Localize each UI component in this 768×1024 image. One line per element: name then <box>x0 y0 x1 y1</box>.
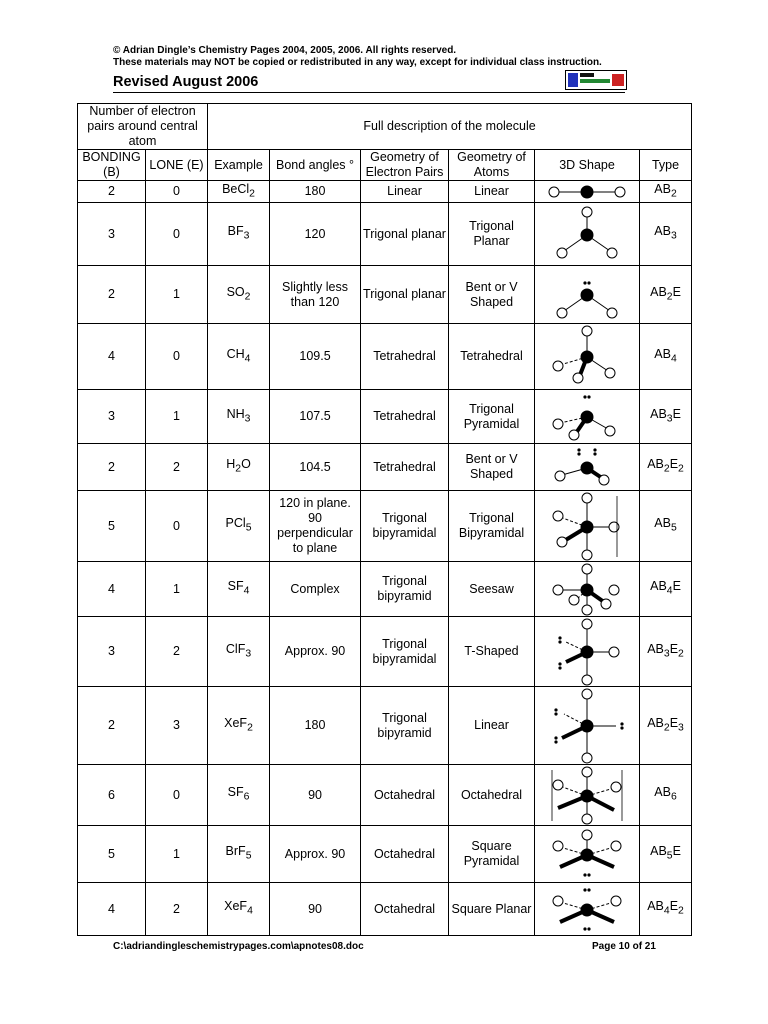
molecular-geometry: Square Pyramidal <box>449 826 535 883</box>
bonding-count: 3 <box>78 617 146 687</box>
lone-header: LONE (E) <box>146 150 208 181</box>
example-formula: $CH_4$ <box>208 324 270 390</box>
bond-angle: 107.5 <box>270 390 361 444</box>
bond-angle: Approx. 90 <box>270 617 361 687</box>
table-row <box>78 181 692 203</box>
bonding-count: 2 <box>78 687 146 765</box>
molecular-geometry: Bent or V Shaped <box>449 444 535 491</box>
type-header: Type <box>640 150 692 181</box>
bond-angle: Slightly less than 120 <box>270 266 361 324</box>
lone-count: 1 <box>146 562 208 617</box>
electron-pair-geometry: Trigonal bipyramidal <box>361 491 449 562</box>
bond-angle: Complex <box>270 562 361 617</box>
bond-angle: 120 <box>270 203 361 266</box>
electron-pair-geometry: Octahedral <box>361 883 449 936</box>
electron-pairs-header: Number of electron pairs around central atom <box>78 104 208 150</box>
table-row <box>78 883 692 936</box>
example-formula: PCl$_5$ <box>208 491 270 562</box>
table-row <box>78 266 692 324</box>
table-row <box>78 562 692 617</box>
vsepr-type: $AB_2E_2$ <box>640 444 692 491</box>
example-formula: $SO_2$ <box>208 266 270 324</box>
document-path: C:\adriandingleschemistrypages.com\apnotes08.doc <box>113 941 364 952</box>
geometry-pairs-header: Geometry of Electron Pairs <box>361 150 449 181</box>
electron-pair-geometry: Octahedral <box>361 765 449 826</box>
table-body <box>78 181 692 936</box>
shape-3d-diagram <box>535 390 640 444</box>
bond-angle: Approx. 90 <box>270 826 361 883</box>
lone-count: 1 <box>146 390 208 444</box>
lone-count: 3 <box>146 687 208 765</box>
shape-3d-diagram <box>535 324 640 390</box>
shape-3d-diagram <box>535 181 640 203</box>
vsepr-table <box>77 103 692 936</box>
bonding-count: 4 <box>78 562 146 617</box>
table-row <box>78 826 692 883</box>
bond-angle: 109.5 <box>270 324 361 390</box>
table-row <box>78 444 692 491</box>
molecular-geometry: T-Shaped <box>449 617 535 687</box>
shape-3d-diagram <box>535 491 640 562</box>
molecular-geometry: Tetrahedral <box>449 324 535 390</box>
shape-3d-diagram <box>535 444 640 491</box>
molecular-geometry: Trigonal Bipyramidal <box>449 491 535 562</box>
molecular-geometry: Octahedral <box>449 765 535 826</box>
shape-3d-diagram <box>535 883 640 936</box>
vsepr-type: $AB_6$ <box>640 765 692 826</box>
shape-3d-diagram <box>535 617 640 687</box>
lone-count: 0 <box>146 765 208 826</box>
bonding-count: 3 <box>78 203 146 266</box>
example-formula: ClF$_3$ <box>208 617 270 687</box>
bonding-count: 3 <box>78 390 146 444</box>
electron-pair-geometry: Trigonal planar <box>361 266 449 324</box>
bond-angle: 104.5 <box>270 444 361 491</box>
lone-count: 1 <box>146 826 208 883</box>
bond-angle: 90 <box>270 765 361 826</box>
bonding-count: 5 <box>78 826 146 883</box>
shape-3d-diagram <box>535 203 640 266</box>
lone-count: 0 <box>146 181 208 203</box>
example-formula: $SF_6$ <box>208 765 270 826</box>
vsepr-type: $AB_3E_2$ <box>640 617 692 687</box>
lone-count: 2 <box>146 883 208 936</box>
table-row <box>78 491 692 562</box>
vsepr-type: $AB_2$ <box>640 181 692 203</box>
bond-angle: 180 <box>270 687 361 765</box>
example-formula: $NH_3$ <box>208 390 270 444</box>
table-row <box>78 390 692 444</box>
vsepr-type: $AB_4E$ <box>640 562 692 617</box>
bond-angle: 90 <box>270 883 361 936</box>
bond-angle: 180 <box>270 181 361 203</box>
header-rule <box>113 92 625 93</box>
bonding-count: 2 <box>78 444 146 491</box>
electron-pair-geometry: Trigonal bipyramid <box>361 687 449 765</box>
site-logo <box>565 70 627 90</box>
bonding-count: 6 <box>78 765 146 826</box>
table-row <box>78 617 692 687</box>
lone-count: 2 <box>146 444 208 491</box>
vsepr-type: $AB_4E_2$ <box>640 883 692 936</box>
molecular-geometry: Trigonal Planar <box>449 203 535 266</box>
molecular-geometry: Square Planar <box>449 883 535 936</box>
electron-pair-geometry: Trigonal planar <box>361 203 449 266</box>
example-header: Example <box>208 150 270 181</box>
electron-pair-geometry: Linear <box>361 181 449 203</box>
bonding-header: BONDING (B) <box>78 150 146 181</box>
vsepr-type: $AB_4$ <box>640 324 692 390</box>
example-formula: BeCl$_2$ <box>208 181 270 203</box>
example-formula: $H_2O$ <box>208 444 270 491</box>
example-formula: $BF_3$ <box>208 203 270 266</box>
page-header <box>113 45 633 90</box>
table-row <box>78 687 692 765</box>
example-formula: $SF_4$ <box>208 562 270 617</box>
electron-pair-geometry: Trigonal bipyramid <box>361 562 449 617</box>
lone-count: 0 <box>146 491 208 562</box>
example-formula: XeF$_4$ <box>208 883 270 936</box>
table-row <box>78 765 692 826</box>
revised-date: Revised August 2006 <box>113 74 259 90</box>
electron-pair-geometry: Tetrahedral <box>361 324 449 390</box>
electron-pair-geometry: Octahedral <box>361 826 449 883</box>
page-number: Page 10 of 21 <box>592 941 656 952</box>
molecular-geometry: Seesaw <box>449 562 535 617</box>
example-formula: XeF$_2$ <box>208 687 270 765</box>
table-row <box>78 203 692 266</box>
bonding-count: 2 <box>78 181 146 203</box>
lone-count: 1 <box>146 266 208 324</box>
example-formula: BrF$_5$ <box>208 826 270 883</box>
shape-3d-header: 3D Shape <box>535 150 640 181</box>
vsepr-type: $AB_3$ <box>640 203 692 266</box>
vsepr-type: $AB_5$ <box>640 491 692 562</box>
vsepr-type: $AB_3E$ <box>640 390 692 444</box>
lone-count: 0 <box>146 324 208 390</box>
molecular-geometry: Trigonal Pyramidal <box>449 390 535 444</box>
bond-angles-header: Bond angles ° <box>270 150 361 181</box>
geometry-atoms-header: Geometry of Atoms <box>449 150 535 181</box>
copyright-line: © Adrian Dingle’s Chemistry Pages 2004, 2005, 2006. All rights reserved. <box>113 45 457 56</box>
electron-pair-geometry: Tetrahedral <box>361 390 449 444</box>
bond-angle: 120 in plane. 90 perpendicular to plane <box>270 491 361 562</box>
lone-count: 2 <box>146 617 208 687</box>
bonding-count: 4 <box>78 883 146 936</box>
molecular-geometry: Linear <box>449 687 535 765</box>
vsepr-type: $AB_5E$ <box>640 826 692 883</box>
molecular-geometry: Bent or V Shaped <box>449 266 535 324</box>
full-description-header: Full description of the molecule <box>208 104 692 150</box>
lone-count: 0 <box>146 203 208 266</box>
electron-pair-geometry: Tetrahedral <box>361 444 449 491</box>
vsepr-type: $AB_2E_3$ <box>640 687 692 765</box>
electron-pair-geometry: Trigonal bipyramidal <box>361 617 449 687</box>
shape-3d-diagram <box>535 266 640 324</box>
molecular-geometry: Linear <box>449 181 535 203</box>
table-row <box>78 324 692 390</box>
bonding-count: 5 <box>78 491 146 562</box>
bonding-count: 2 <box>78 266 146 324</box>
notice-line: These materials may NOT be copied or redistributed in any way, except for individual class instruction. <box>113 57 602 68</box>
shape-3d-diagram <box>535 562 640 617</box>
vsepr-type: $AB_2E$ <box>640 266 692 324</box>
bonding-count: 4 <box>78 324 146 390</box>
shape-3d-diagram <box>535 826 640 883</box>
shape-3d-diagram <box>535 687 640 765</box>
shape-3d-diagram <box>535 765 640 826</box>
